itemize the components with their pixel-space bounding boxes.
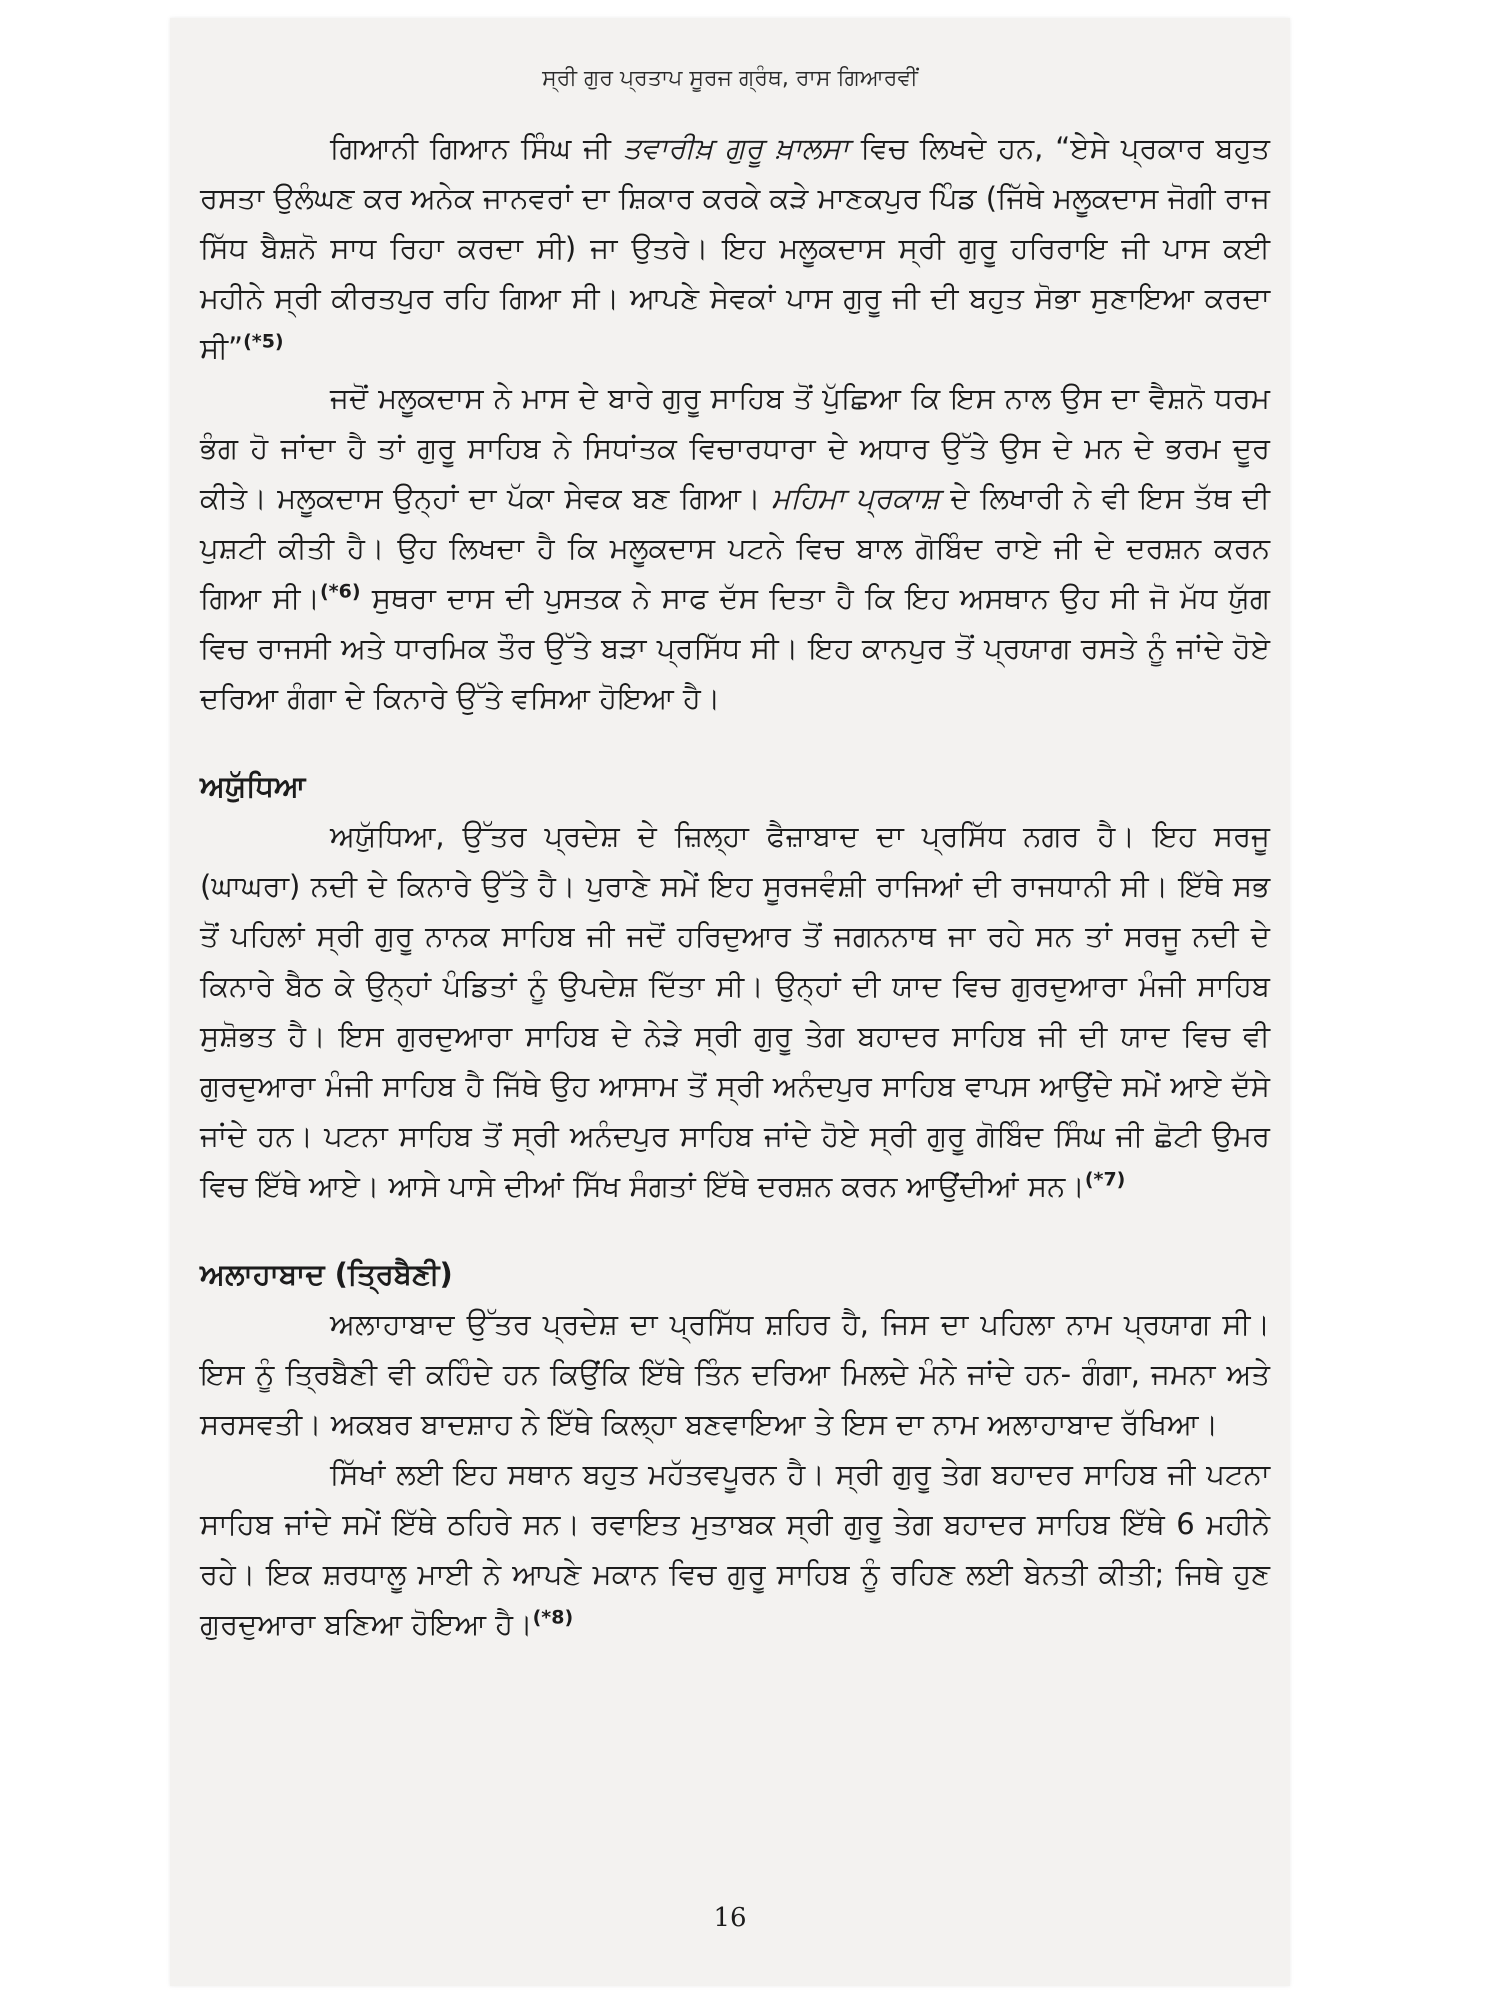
paragraph-2 [200,373,1270,723]
running-header: ਸ੍ਰੀ ਗੁਰ ਪ੍ਰਤਾਪ ਸੂਰਜ ਗ੍ਰੰਥ, ਰਾਸ ਗਿਆਰਵੀਂ [542,66,918,91]
book-page [170,18,1290,1986]
book-title-tawarikh: ਤਵਾਰੀਖ਼ ਗੁਰੂ ਖ਼ਾਲਸਾ [622,131,849,165]
paragraph-1-text-a: ਗਿਆਨੀ ਗਿਆਨ ਸਿੰਘ ਜੀ [330,131,623,165]
page-number: 16 [713,1903,747,1933]
paragraph-ayodhya-text: ਅਯੁੱਧਿਆ, ਉੱਤਰ ਪ੍ਰਦੇਸ਼ ਦੇ ਜ਼ਿਲ੍ਹਾ ਫੈਜ਼ਾਬਾਦ ਦਾ ਪ੍ਰਸਿੱਧ ਨਗਰ ਹੈ। ਇਹ ਸਰਜੂ (ਘਾਘਰਾ) ਨਦੀ ਦੇ ਕਿਨਾਰੇ ਉੱਤੇ ਹੈ। ਪੁਰਾਣੇ ਸਮੇਂ ਇਹ ਸੂਰਜਵੰਸ਼ੀ ਰਾਜਿਆਂ ਦੀ ਰਾਜਧਾਨੀ ਸੀ। ਇੱਥੇ ਸਭ ਤੋਂ ਪਹਿਲਾਂ ਸ੍ਰੀ ਗੁਰੂ ਨਾਨਕ ਸਾਹਿਬ ਜੀ ਜਦੋਂ ਹਰਿਦੁਆਰ ਤੋਂ ਜਗਨਨਾਥ ਜਾ ਰਹੇ ਸਨ ਤਾਂ ਸਰਜੂ ਨਦੀ ਦੇ ਕਿਨਾਰੇ ਬੈਠ ਕੇ ਉਨ੍ਹਾਂ ਪੰਡਿਤਾਂ ਨੂੰ ਉਪਦੇਸ਼ ਦਿੱਤਾ ਸੀ। ਉਨ੍ਹਾਂ ਦੀ ਯਾਦ ਵਿਚ ਗੁਰਦੁਆਰਾ ਮੰਜੀ ਸਾਹਿਬ ਸੁਸ਼ੋਭਤ ਹੈ। ਇਸ ਗੁਰਦੁਆਰਾ ਸਾਹਿਬ ਦੇ ਨੇੜੇ ਸ੍ਰੀ ਗੁਰੂ ਤੇਗ ਬਹਾਦਰ ਸਾਹਿਬ ਜੀ ਦੀ ਯਾਦ ਵਿਚ ਵੀ ਗੁਰਦੁਆਰਾ ਮੰਜੀ ਸਾਹਿਬ ਹੈ ਜਿੱਥੇ ਉਹ ਆਸਾਮ ਤੋਂ ਸ੍ਰੀ ਅਨੰਦਪੁਰ ਸਾਹਿਬ ਵਾਪਸ ਆਉਂਦੇ ਸਮੇਂ ਆਏ ਦੱਸੇ ਜਾਂਦੇ ਹਨ। ਪਟਨਾ ਸਾਹਿਬ ਤੋਂ ਸ੍ਰੀ ਅਨੰਦਪੁਰ ਸਾਹਿਬ ਜਾਂਦੇ ਹੋਏ ਸ੍ਰੀ ਗੁਰੂ ਗੋਬਿੰਦ ਸਿੰਘ ਜੀ ਛੋਟੀ ਉਮਰ ਵਿਚ ਇੱਥੇ ਆਏ। ਆਸੇ ਪਾਸੇ ਦੀਆਂ ਸਿੱਖ ਸੰਗਤਾਂ ਇੱਥੇ ਦਰਸ਼ਨ ਕਰਨ ਆਉਂਦੀਆਂ ਸਨ। [200,819,1270,1203]
section-heading-ayodhya: ਅਯੁੱਧਿਆ [200,769,306,803]
body-text [200,123,1270,1649]
paragraph-allahabad-1-text: ਅਲਾਹਾਬਾਦ ਉੱਤਰ ਪ੍ਰਦੇਸ਼ ਦਾ ਪ੍ਰਸਿੱਧ ਸ਼ਹਿਰ ਹੈ, ਜਿਸ ਦਾ ਪਹਿਲਾ ਨਾਮ ਪ੍ਰਯਾਗ ਸੀ। ਇਸ ਨੂੰ ਤ੍ਰਿਬੈਣੀ ਵੀ ਕਹਿੰਦੇ ਹਨ ਕਿਉਂਕਿ ਇੱਥੇ ਤਿੰਨ ਦਰਿਆ ਮਿਲਦੇ ਮੰਨੇ ਜਾਂਦੇ ਹਨ- ਗੰਗਾ, ਜਮਨਾ ਅਤੇ ਸਰਸਵਤੀ। ਅਕਬਰ ਬਾਦਸ਼ਾਹ ਨੇ ਇੱਥੇ ਕਿਲ੍ਹਾ ਬਣਵਾਇਆ ਤੇ ਇਸ ਦਾ ਨਾਮ ਅਲਾਹਾਬਾਦ ਰੱਖਿਆ। [200,1307,1270,1441]
paragraph-allahabad-1 [200,1299,1270,1449]
paragraph-ayodhya [200,811,1270,1211]
section-heading-allahabad: ਅਲਾਹਾਬਾਦ (ਤ੍ਰਿਬੈਣੀ) [200,1257,453,1291]
paragraph-2-text-b: ਦੇ ਲਿਖਾਰੀ ਨੇ ਵੀ ਇਸ ਤੱਥ ਦੀ ਪੁਸ਼ਟੀ ਕੀਤੀ ਹੈ। ਉਹ ਲਿਖਦਾ ਹੈ ਕਿ ਮਲੂਕਦਾਸ ਪਟਨੇ ਵਿਚ ਬਾਲ ਗੋਬਿੰਦ ਰਾਏ ਜੀ ਦੇ ਦਰਸ਼ਨ ਕਰਨ ਗਿਆ ਸੀ। [200,481,1270,615]
footnote-ref-6: (*6) [319,580,361,603]
footnote-ref-7: (*7) [1084,1168,1126,1191]
footnote-ref-5: (*5) [243,330,284,353]
book-title-mahima-prakash: ਮਹਿਮਾ ਪ੍ਰਕਾਸ਼ [771,481,940,515]
paragraph-allahabad-2-text: ਸਿੱਖਾਂ ਲਈ ਇਹ ਸਥਾਨ ਬਹੁਤ ਮਹੱਤਵਪੂਰਨ ਹੈ। ਸ੍ਰੀ ਗੁਰੂ ਤੇਗ ਬਹਾਦਰ ਸਾਹਿਬ ਜੀ ਪਟਨਾ ਸਾਹਿਬ ਜਾਂਦੇ ਸਮੇਂ ਇੱਥੇ ਠਹਿਰੇ ਸਨ। ਰਵਾਇਤ ਮੁਤਾਬਕ ਸ੍ਰੀ ਗੁਰੂ ਤੇਗ ਬਹਾਦਰ ਸਾਹਿਬ ਇੱਥੇ 6 ਮਹੀਨੇ ਰਹੇ। ਇਕ ਸ਼ਰਧਾਲੂ ਮਾਈ ਨੇ ਆਪਣੇ ਮਕਾਨ ਵਿਚ ਗੁਰੂ ਸਾਹਿਬ ਨੂੰ ਰਹਿਣ ਲਈ ਬੇਨਤੀ ਕੀਤੀ; ਜਿਥੇ ਹੁਣ ਗੁਰਦੁਆਰਾ ਬਣਿਆ ਹੋਇਆ ਹੈ। [200,1457,1270,1641]
paragraph-2-text-a: ਜਦੋਂ ਮਲੂਕਦਾਸ ਨੇ ਮਾਸ ਦੇ ਬਾਰੇ ਗੁਰੂ ਸਾਹਿਬ ਤੋਂ ਪੁੱਛਿਆ ਕਿ ਇਸ ਨਾਲ ਉਸ ਦਾ ਵੈਸ਼ਨੋ ਧਰਮ ਭੰਗ ਹੋ ਜਾਂਦਾ ਹੈ ਤਾਂ ਗੁਰੂ ਸਾਹਿਬ ਨੇ ਸਿਧਾਂਤਕ ਵਿਚਾਰਧਾਰਾ ਦੇ ਅਧਾਰ ਉੱਤੇ ਉਸ ਦੇ ਮਨ ਦੇ ਭਰਮ ਦੂਰ ਕੀਤੇ। ਮਲੂਕਦਾਸ ਉਨ੍ਹਾਂ ਦਾ ਪੱਕਾ ਸੇਵਕ ਬਣ ਗਿਆ। [200,381,1270,515]
paragraph-1 [200,123,1270,373]
paragraph-2-text-c: ਸੁਥਰਾ ਦਾਸ ਦੀ ਪੁਸਤਕ ਨੇ ਸਾਫ ਦੱਸ ਦਿਤਾ ਹੈ ਕਿ ਇਹ ਅਸਥਾਨ ਉਹ ਸੀ ਜੋ ਮੱਧ ਯੁੱਗ ਵਿਚ ਰਾਜਸੀ ਅਤੇ ਧਾਰਮਿਕ ਤੌਰ ਉੱਤੇ ਬੜਾ ਪ੍ਰਸਿੱਧ ਸੀ। ਇਹ ਕਾਨਪੁਰ ਤੋਂ ਪ੍ਰਯਾਗ ਰਸਤੇ ਨੂੰ ਜਾਂਦੇ ਹੋਏ ਦਰਿਆ ਗੰਗਾ ਦੇ ਕਿਨਾਰੇ ਉੱਤੇ ਵਸਿਆ ਹੋਇਆ ਹੈ। [200,581,1270,715]
paragraph-1-text-b: ਵਿਚ ਲਿਖਦੇ ਹਨ, “ਏਸੇ ਪ੍ਰਕਾਰ ਬਹੁਤ ਰਸਤਾ ਉਲੰਘਣ ਕਰ ਅਨੇਕ ਜਾਨਵਰਾਂ ਦਾ ਸ਼ਿਕਾਰ ਕਰਕੇ ਕੜੇ ਮਾਣਕਪੁਰ ਪਿੰਡ (ਜਿੱਥੇ ਮਲੂਕਦਾਸ ਜੋਗੀ ਰਾਜ ਸਿੱਧ ਬੈਸ਼ਨੋ ਸਾਧ ਰਿਹਾ ਕਰਦਾ ਸੀ) ਜਾ ਉਤਰੇ। ਇਹ ਮਲੂਕਦਾਸ ਸ੍ਰੀ ਗੁਰੂ ਹਰਿਰਾਇ ਜੀ ਪਾਸ ਕਈ ਮਹੀਨੇ ਸ੍ਰੀ ਕੀਰਤਪੁਰ ਰਹਿ ਗਿਆ ਸੀ। ਆਪਣੇ ਸੇਵਕਾਂ ਪਾਸ ਗੁਰੂ ਜੀ ਦੀ ਬਹੁਤ ਸੋਭਾ ਸੁਣਾਇਆ ਕਰਦਾ ਸੀ” [200,131,1270,365]
paragraph-allahabad-2 [200,1449,1270,1649]
footnote-ref-8: (*8) [532,1606,574,1629]
